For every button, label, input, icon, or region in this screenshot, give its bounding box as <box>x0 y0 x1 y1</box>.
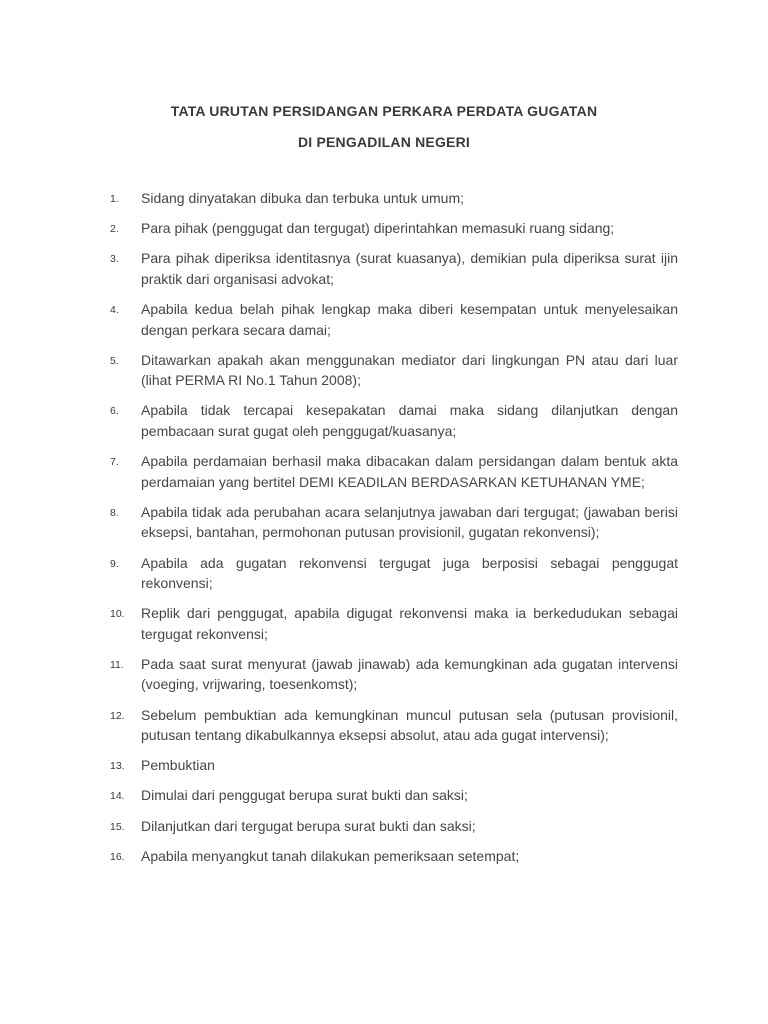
list-item <box>110 553 678 594</box>
document-subtitle: DI PENGADILAN NEGERI <box>297 134 470 150</box>
list-item-number: 11. <box>110 658 124 671</box>
list-item-number: 8. <box>110 506 119 519</box>
list-item-text: Apabila tidak ada perubahan acara selanjutnya jawaban dari tergugat; (jawaban berisi eksepsi, bantahan, permohonan putusan provisionil, gugatan rekonvensi); <box>141 503 678 541</box>
procedure-list <box>110 188 678 876</box>
list-item <box>110 705 678 746</box>
list-item-text: Dilanjutkan dari tergugat berupa surat bukti dan saksi; <box>141 817 476 834</box>
list-item-text: Sebelum pembuktian ada kemungkinan muncul putusan sela (putusan provisionil, putusan tentang dikabulkannya eksepsi absolut, atau ada gugat intervensi); <box>141 706 678 744</box>
list-item <box>110 846 678 867</box>
list-item <box>110 248 678 289</box>
list-item-text: Apabila perdamaian berhasil maka dibacakan dalam persidangan dalam bentuk akta perdamaian yang bertitel DEMI KEADILAN BERDASARKAN KETUHANAN YME; <box>141 453 678 490</box>
list-item-number: 5. <box>110 354 119 367</box>
list-item <box>110 451 678 492</box>
list-item-number: 10. <box>110 608 125 621</box>
list-item <box>110 502 678 543</box>
list-item <box>110 654 678 695</box>
list-item-number: 16. <box>110 850 125 863</box>
list-item-text: Ditawarkan apakah akan menggunakan mediator dari lingkungan PN atau dari luar (lihat PERMA RI No.1 Tahun 2008); <box>141 351 678 389</box>
list-item-number: 12. <box>110 709 125 722</box>
list-item-text: Pada saat surat menyurat (jawab jinawab) ada kemungkinan ada gugatan intervensi (voeging, vrijwaring, toesenkomst); <box>141 655 678 693</box>
list-item-text: Apabila menyangkut tanah dilakukan pemeriksaan setempat; <box>141 847 520 864</box>
list-item-number: 3. <box>110 253 119 266</box>
list-item-number: 6. <box>110 405 119 418</box>
list-item-number: 15. <box>110 820 125 833</box>
list-item <box>110 785 678 806</box>
list-item-number: 7. <box>110 456 119 469</box>
list-item <box>110 816 678 837</box>
list-item-text: Para pihak diperiksa identitasnya (surat kuasanya), demikian pula diperiksa surat ijin praktik dari organisasi advokat; <box>141 250 678 287</box>
list-item <box>110 188 678 209</box>
list-item <box>110 603 678 644</box>
list-item-number: 1. <box>110 193 119 205</box>
list-item-text: Pembuktian <box>141 757 215 774</box>
list-item-text: Sidang dinyatakan dibuka dan terbuka untuk umum; <box>141 190 464 206</box>
list-item <box>110 299 678 340</box>
list-item <box>110 218 678 239</box>
list-item-text: Para pihak (penggugat dan tergugat) diperintahkan memasuki ruang sidang; <box>141 220 615 237</box>
list-item-text: Apabila ada gugatan rekonvensi tergugat juga berposisi sebagai penggugat rekonvensi; <box>141 554 678 591</box>
list-item-number: 9. <box>110 557 119 570</box>
list-item-text: Replik dari penggugat, apabila digugat rekonvensi maka ia berkedudukan sebagai tergugat rekonvensi; <box>141 605 678 642</box>
list-item-text: Dimulai dari penggugat berupa surat bukti dan saksi; <box>141 787 468 804</box>
list-item <box>110 400 678 441</box>
list-item <box>110 350 678 391</box>
list-item-number: 4. <box>110 304 119 317</box>
list-item-text: Apabila kedua belah pihak lengkap maka diberi kesempatan untuk menyelesaikan dengan perkara secara damai; <box>141 301 678 338</box>
list-item-number: 13. <box>110 760 125 773</box>
document-title: TATA URUTAN PERSIDANGAN PERKARA PERDATA GUGATAN <box>170 103 598 119</box>
list-item-number: 14. <box>110 790 125 803</box>
list-item-text: Apabila tidak tercapai kesepakatan damai maka sidang dilanjutkan dengan pembacaan surat gugat oleh penggugat/kuasanya; <box>141 402 678 439</box>
list-item <box>110 755 678 776</box>
list-item-number: 2. <box>110 223 119 236</box>
